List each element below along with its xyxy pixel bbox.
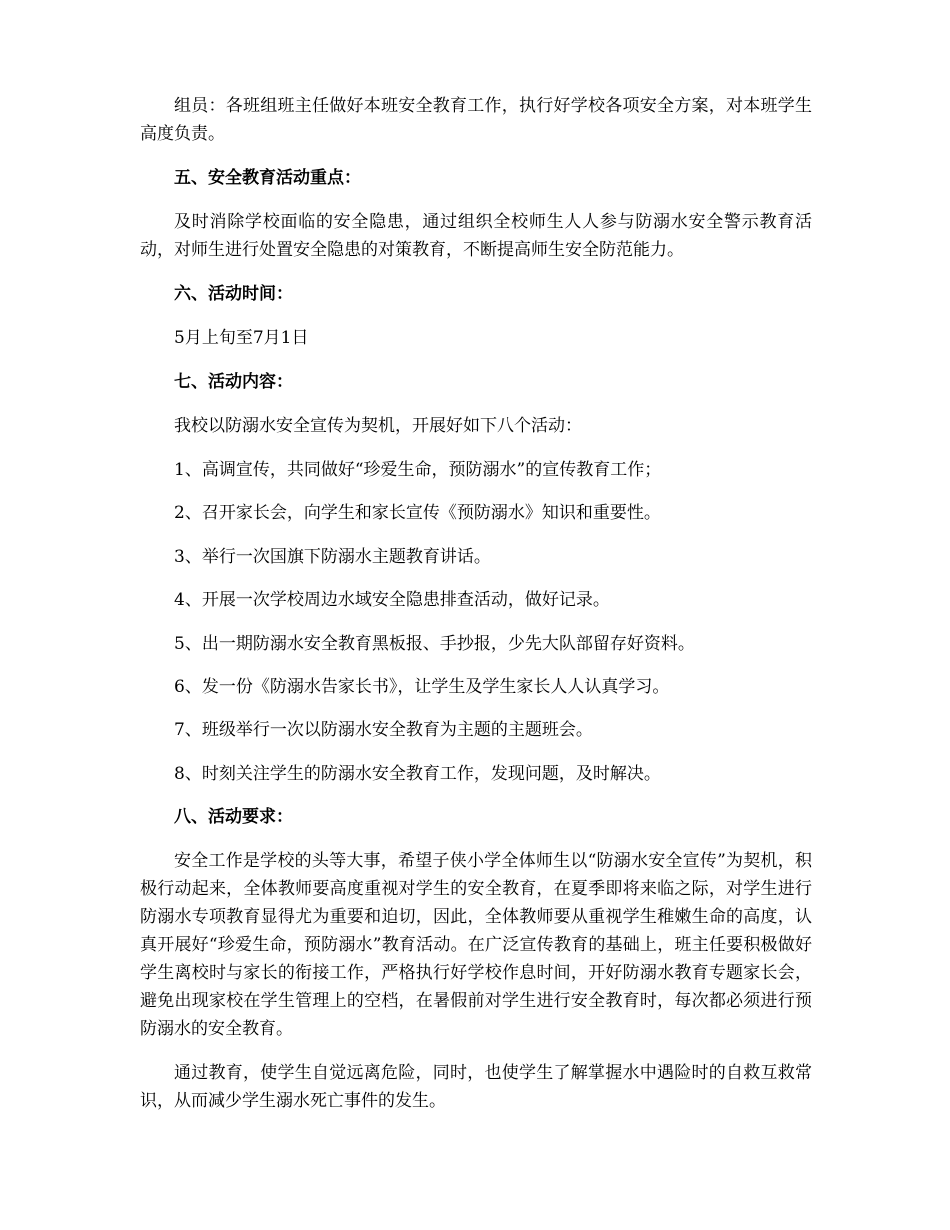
list-item: 6、发一份《防溺水告家长书》，让学生及学生家长人人认真学习。 [174,676,670,697]
requirements-paragraph: 安全工作是学校的头等大事，希望子侠小学全体师生以“防溺水安全宣传”为契机，积极行动起来，全体教师要高度重视对学生的安全教育，在夏季即将来临之际，对学生进行防溺水专项教育显得尤为重要和迫切，因此，全体教师要从重视学生稚嫩生命的高度，认真开展好“珍爱生命，预防溺水”教育活动。在广泛宣传教育的基础上，班主任要积极做好学生离校时与家长的衔接工作，严格执行好学校作息时间，开好防溺水教育专题家长会，避免出现家校在学生管理上的空档，在暑假前对学生进行安全教育时，每次都必须进行预防溺水的安全教育。 [140,851,812,1040]
team-members-paragraph: 组员：各班组班主任做好本班安全教育工作，执行好学校各项安全方案，对本班学生高度负责。 [140,96,812,144]
section-6-heading: 六、活动时间： [174,284,293,304]
activity-time-text: 5月上旬至7月1日 [174,328,309,348]
activity-list [140,456,812,788]
list-item: 2、召开家长会，向学生和家长宣传《预防溺水》知识和重要性。 [174,503,661,524]
list-item: 7、班级举行一次以防溺水安全教育为主题的主题班会。 [174,720,593,741]
section-7-heading: 七、活动内容： [174,372,293,392]
conclusion-paragraph: 通过教育，使学生自觉远离危险，同时，也使学生了解掌握水中遇险时的自救互救常识，从而减少学生溺水死亡事件的发生。 [140,1063,812,1112]
section-8-heading: 八、活动要求： [174,807,293,828]
list-item: 4、开展一次学校周边水域安全隐患排查活动，做好记录。 [174,590,610,611]
content-intro-text: 我校以防溺水安全宣传为契机，开展好如下八个活动： [174,416,582,436]
list-item: 8、时刻关注学生的防溺水安全教育工作，发现问题，及时解决。 [174,763,661,784]
list-item: 1、高调宣传，共同做好“珍爱生命，预防溺水”的宣传教育工作； [174,460,662,480]
list-item: 5、出一期防溺水安全教育黑板报、手抄报，少先大队部留存好资料。 [174,633,695,654]
document-page [140,92,812,1131]
section-5-heading: 五、安全教育活动重点： [174,168,361,188]
list-item: 3、举行一次国旗下防溺水主题教育讲话。 [174,546,491,567]
focus-paragraph: 及时消除学校面临的安全隐患，通过组织全校师生人人参与防溺水安全警示教育活动，对师生进行处置安全隐患的对策教育，不断提高师生安全防范能力。 [140,212,812,260]
